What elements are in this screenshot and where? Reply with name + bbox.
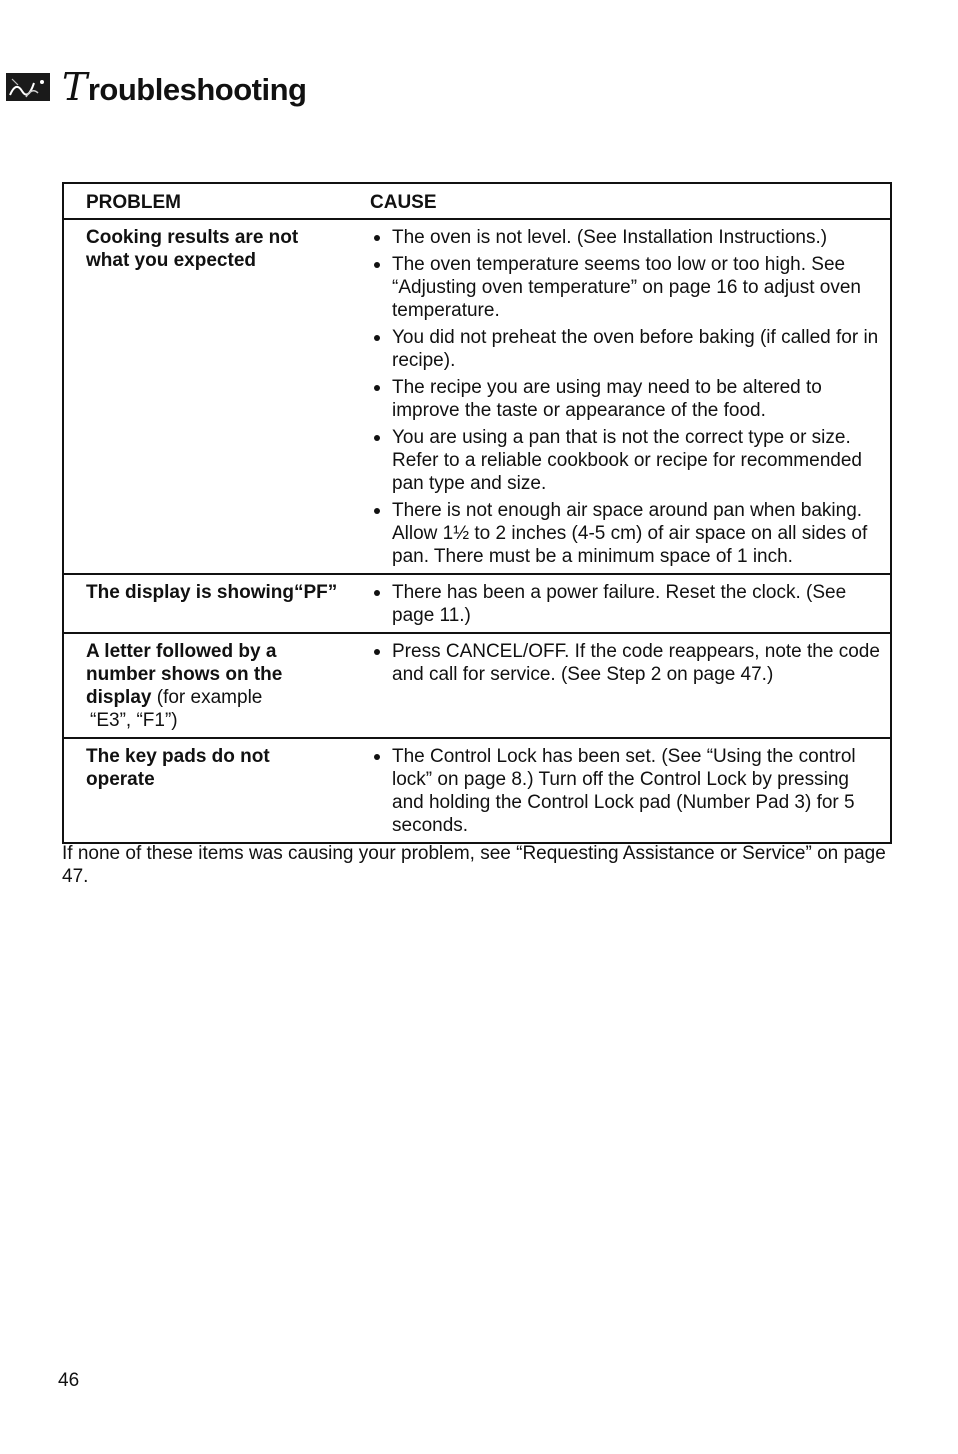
- problem-cell: [63, 738, 348, 843]
- title-initial: T: [62, 65, 87, 109]
- footer-note: If none of these items was causing your problem, see “Requesting Assistance or Service” on page 47.: [62, 843, 886, 887]
- cause-list: [370, 226, 882, 568]
- table-row: [63, 219, 891, 574]
- table-row: [63, 633, 891, 738]
- cause-item: You did not preheat the oven before baking (if called for in recipe).: [370, 326, 882, 372]
- column-header-problem: PROBLEM: [63, 183, 348, 219]
- page-number: 46: [58, 1370, 80, 1391]
- cause-cell: [348, 219, 891, 574]
- problem-cell: [63, 574, 348, 633]
- cause-list: [370, 581, 882, 627]
- table-header-row: [63, 183, 891, 219]
- problem-text: The key pads do not operate: [86, 746, 270, 790]
- cause-cell: [348, 574, 891, 633]
- table-body: [63, 219, 891, 843]
- cause-cell: [348, 633, 891, 738]
- problem-note: (for example: [151, 687, 263, 708]
- problem-cell: [63, 219, 348, 574]
- cause-item: The oven is not level. (See Installation Instructions.): [370, 226, 882, 249]
- cause-item: There has been a power failure. Reset the clock. (See page 11.): [370, 581, 882, 627]
- cause-cell: [348, 738, 891, 843]
- oven-logo-icon: [6, 73, 50, 101]
- page-header: [6, 62, 306, 112]
- problem-text: A letter followed by a number shows on the display: [86, 641, 283, 708]
- cause-item: There is not enough air space around pan when baking. Allow 1½ to 2 inches (4-5 cm) of air space on all sides of pan. There must be a minimum space of 1 inch.: [370, 499, 882, 568]
- cause-item: The oven temperature seems too low or too high. See “Adjusting oven temperature” on page 16 to adjust oven temperature.: [370, 253, 882, 322]
- cause-item: You are using a pan that is not the correct type or size. Refer to a reliable cookbook or recipe for recommended pan type and size.: [370, 426, 882, 495]
- table-row: [63, 738, 891, 843]
- problem-cell: [63, 633, 348, 738]
- title-rest: roubleshooting: [87, 72, 307, 107]
- table-row: [63, 574, 891, 633]
- column-header-cause: CAUSE: [348, 183, 891, 219]
- problem-text: Cooking results are not what you expected: [86, 227, 299, 271]
- cause-item: Press CANCEL/OFF. If the code reappears, note the code and call for service. (See Step 2 on page 47.): [370, 640, 882, 686]
- cause-item: The Control Lock has been set. (See “Using the control lock” on page 8.) Turn off the Control Lock by pressing and holding the Control Lock pad (Number Pad 3) for 5 seconds.: [370, 745, 882, 837]
- troubleshooting-table: [62, 182, 892, 844]
- problem-text: The display is showing“PF”: [86, 582, 338, 603]
- cause-list: [370, 745, 882, 837]
- problem-example: “E3”, “F1”): [90, 710, 178, 731]
- cause-list: [370, 640, 882, 686]
- page-title: [62, 65, 306, 109]
- cause-item: The recipe you are using may need to be altered to improve the taste or appearance of the food.: [370, 376, 882, 422]
